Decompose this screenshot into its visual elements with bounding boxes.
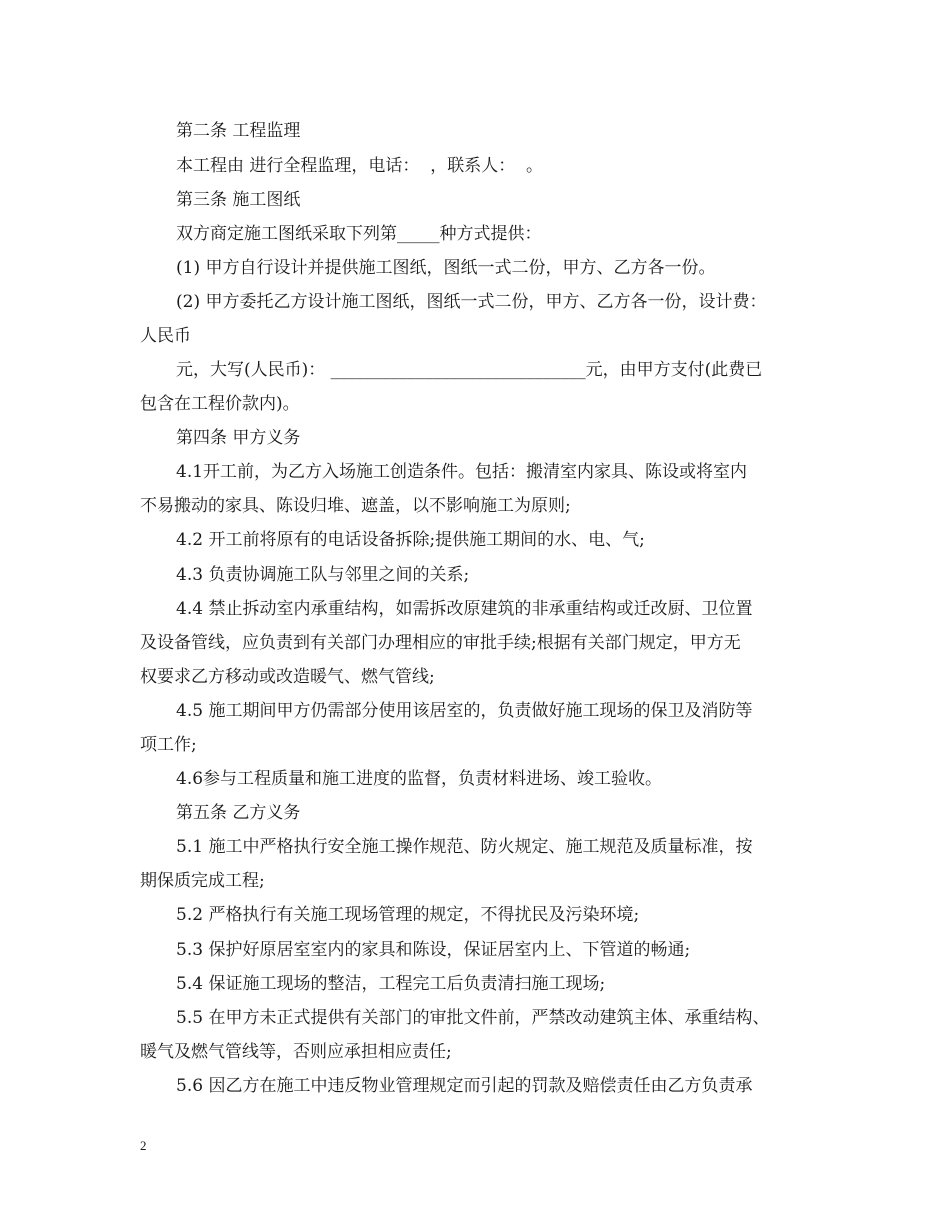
article-5-heading: 第五条 乙方义务: [176, 803, 301, 823]
paragraph-line: 4.6参与工程质量和施工进度的监督，负责材料进场、竣工验收。: [176, 769, 663, 789]
article-4-heading: 第四条 甲方义务: [176, 428, 301, 448]
paragraph-line: 期保质完成工程;: [140, 871, 265, 891]
article-3-heading: 第三条 施工图纸: [176, 190, 301, 210]
paragraph-line: 5.2 严格执行有关施工现场管理的规定，不得扰民及污染环境;: [176, 905, 640, 925]
page-number: 2: [140, 1138, 147, 1153]
paragraph-line: 4.2 开工前将原有的电话设备拆除;提供施工期间的水、电、气;: [176, 530, 645, 550]
paragraph-line: 5.3 保护好原居室室内的家具和陈设，保证居室内上、下管道的畅通;: [176, 940, 691, 960]
paragraph-line: 5.6 因乙方在施工中违反物业管理规定而引起的罚款及赔偿责任由乙方负责承: [176, 1076, 753, 1096]
paragraph-line: 包含在工程价款内)。: [140, 394, 300, 414]
paragraph-line: 4.3 负责协调施工队与邻里之间的关系;: [176, 565, 470, 585]
paragraph-line: (1) 甲方自行设计并提供施工图纸，图纸一式二份，甲方、乙方各一份。: [176, 258, 716, 278]
paragraph-line: 5.1 施工中严格执行安全施工操作规范、防火规定、施工规范及质量标准，按: [176, 837, 753, 857]
paragraph-line: 项工作;: [140, 735, 197, 755]
paragraph-line: 元，大写(人民币)： ______________________________元，由甲方支付(此费已: [176, 360, 763, 380]
paragraph-line: 本工程由 进行全程监理，电话： ，联系人： 。: [176, 156, 544, 176]
paragraph-line: 4.1开工前，为乙方入场施工创造条件。包括：搬清室内家具、陈设或将室内: [176, 462, 748, 482]
paragraph-line: (2) 甲方委托乙方设计施工图纸，图纸一式二份，甲方、乙方各一份，设计费：: [176, 292, 767, 312]
paragraph-line: 5.4 保证施工现场的整洁，工程完工后负责清扫施工现场;: [176, 974, 606, 994]
paragraph-line: 双方商定施工图纸采取下列第_____种方式提供：: [176, 224, 542, 244]
paragraph-line: 及设备管线，应负责到有关部门办理相应的审批手续;根据有关部门规定，甲方无: [140, 633, 741, 653]
paragraph-line: 人民币: [140, 326, 191, 346]
paragraph-line: 暖气及燃气管线等，否则应承担相应责任;: [140, 1042, 452, 1062]
paragraph-line: 4.5 施工期间甲方仍需部分使用该居室的，负责做好施工现场的保卫及消防等: [176, 701, 753, 721]
paragraph-line: 不易搬动的家具、陈设归堆、遮盖，以不影响施工为原则;: [140, 496, 571, 516]
paragraph-line: 权要求乙方移动或改造暖气、燃气管线;: [140, 667, 435, 687]
paragraph-line: 4.4 禁止拆动室内承重结构，如需拆改原建筑的非承重结构或迁改厨、卫位置: [176, 599, 753, 619]
paragraph-line: 5.5 在甲方未正式提供有关部门的审批文件前，严禁改动建筑主体、承重结构、: [176, 1008, 770, 1028]
article-2-heading: 第二条 工程监理: [176, 121, 301, 141]
